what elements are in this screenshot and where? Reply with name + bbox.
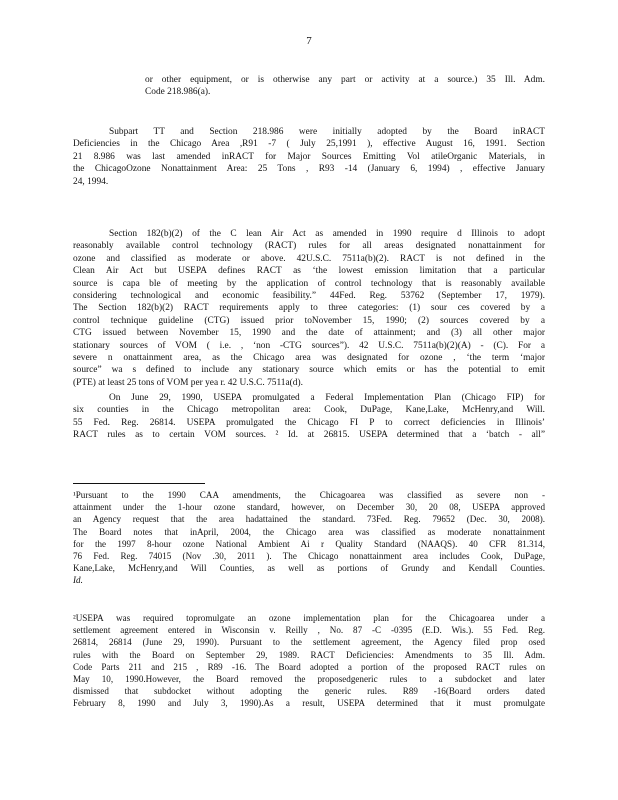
paragraph-subpart-tt [73, 126, 545, 188]
text-line: attainment under the 1-hour ozone standard, however, on December 30, 20 08, USEPA approved [73, 502, 545, 513]
paragraph-june-1990 [73, 392, 545, 442]
text-line: considering technological and economic feasibility.” 44Fed. Reg. 53762 (September 17, 1979). [73, 290, 545, 301]
text-line: The Section 182(b)(2) RACT requirements apply to three categories: (1) sour ces covered by a [73, 303, 545, 314]
text-line: February 8, 1990 and July 3, 1990).As a result, USEPA determined that it must promulgate [73, 698, 545, 709]
text-line: Code Parts 211 and 215 , R89 -16. The Board adopted a portion of the proposed RACT rules on [73, 661, 545, 672]
text-line: Subpart TT and Section 218.986 were initially adopted by the Board inRACT [109, 127, 545, 137]
text-line: May 10, 1990.However, the Board removed the proposedgeneric rules to a subdocket and later [73, 673, 545, 684]
footnote-2 [73, 612, 545, 710]
text-line: or other equipment, or is otherwise any part or activity at a source.) 35 Ill. Adm. [145, 75, 545, 85]
text-line: six counties in the Chicago metropolitan area: Cook, DuPage, Kane,Lake, McHenry,and Will. [73, 405, 545, 416]
text-line: severe n onattainment area, as the Chicago area was designated for ozone , ‘the term ‘major [73, 352, 545, 363]
text-line: reasonably available control technology (RACT) rules for all areas designated nonattainment for [73, 241, 545, 252]
text-line: Kane,Lake, McHenry,and Will Counties, as well as portions of Grundy and Kendall Counties. [73, 563, 545, 574]
text-line: rules with the Board on September 29, 1989. RACT Deficiencies: Amendments to 35 Ill. Adm. [73, 649, 545, 660]
text-line: The Board notes that inApril, 2004, the Chicago area was classified as moderate nonattainment [73, 526, 545, 537]
text-line: dismissed that subdocket without adopting the generic rules. R89 -16(Board orders dated [73, 686, 545, 697]
footnote-1 [73, 489, 545, 587]
text-line: Deficiencies in the Chicago Area ,R91 -7 ( July 25,1991 ), effective August 16, 1991. Section [73, 139, 545, 150]
text-line: ²USEPA was required topromulgate an ozone implementation plan for the Chicagoarea under a [73, 613, 545, 623]
text-line: ozone and classified as moderate or above. 42U.S.C. 7511a(b)(2). RACT is not defined in the [73, 253, 545, 264]
continuation-paragraph [145, 74, 545, 99]
text-line: control technique guideline (CTG) issued prior toNovember 15, 1990; (2) sources covered by a [73, 315, 545, 326]
paragraph-section-182 [73, 228, 545, 389]
text-line: 55 Fed. Reg. 26814. USEPA promulgated the Chicago FI P to correct deficiencies in Illinois’ [73, 417, 545, 428]
page-number: 7 [306, 35, 312, 47]
text-line: source is capa ble of meeting by the application of control technology that is reasonably available [73, 278, 545, 289]
text-line: 26814, 26814 (June 29, 1990). Pursuant to the settlement agreement, the Agency filed prop osed [73, 637, 545, 648]
text-line: Code 218.986(a). [145, 87, 211, 98]
text-line: for the 1997 8-hour ozone National Ambient Ai r Quality Standard (NAAQS). 40 CFR 81.314, [73, 538, 545, 549]
text-line: On June 29, 1990, USEPA promulgated a Federal Implementation Plan (Chicago FIP) for [109, 393, 545, 403]
text-line: CTG issued between November 15, 1990 and the date of attainment; and (3) all other major [73, 328, 545, 339]
text-line: 76 Fed. Reg. 74015 (Nov .30, 2011 ). The Chicago nonattainment area includes Cook, DuPage, [73, 550, 545, 561]
text-line: 21 8.986 was last amended inRACT for Major Sources Emitting Vol atileOrganic Materials, in [73, 151, 545, 162]
text-line: RACT rules as to certain VOM sources. ² Id. at 26815. USEPA determined that a ‘batch - all” [73, 430, 545, 441]
text-line: (PTE) at least 25 tons of VOM per yea r. 42 U.S.C. 7511a(d). [73, 377, 303, 388]
text-line: the ChicagoOzone Nonattainment Area: 25 Tons , R93 -14 (January 6, 1994) , effective January [73, 164, 545, 175]
text-line: Clean Air Act but USEPA defines RACT as ‘the lowest emission limitation that a particular [73, 266, 545, 277]
footnote-separator [73, 483, 205, 484]
text-line: Section 182(b)(2) of the C lean Air Act as amended in 1990 require d Illinois to adopt [109, 229, 545, 239]
text-line: stationary sources of VOM ( i.e. , ‘non -CTG sources”). 42 U.S.C. 7511a(b)(2)(A) - (C). For a [73, 340, 545, 351]
text-line: settlement agreement entered in Wisconsin v. Reilly , No. 87 -C -0395 (E.D. Wis.). 55 Fed. Reg. [73, 625, 545, 636]
text-line: 24, 1994. [73, 176, 109, 187]
text-line: source” wa s defined to include any stationary source which emits or has the potential to emit [73, 365, 545, 376]
text-line: an Agency request that the area hadattained the standard. 73Fed. Reg. 79652 (Dec. 30, 2008). [73, 514, 545, 525]
text-line: Id. [73, 575, 83, 586]
text-line: ¹Pursuant to the 1990 CAA amendments, the Chicagoarea was classified as severe non - [73, 490, 545, 500]
